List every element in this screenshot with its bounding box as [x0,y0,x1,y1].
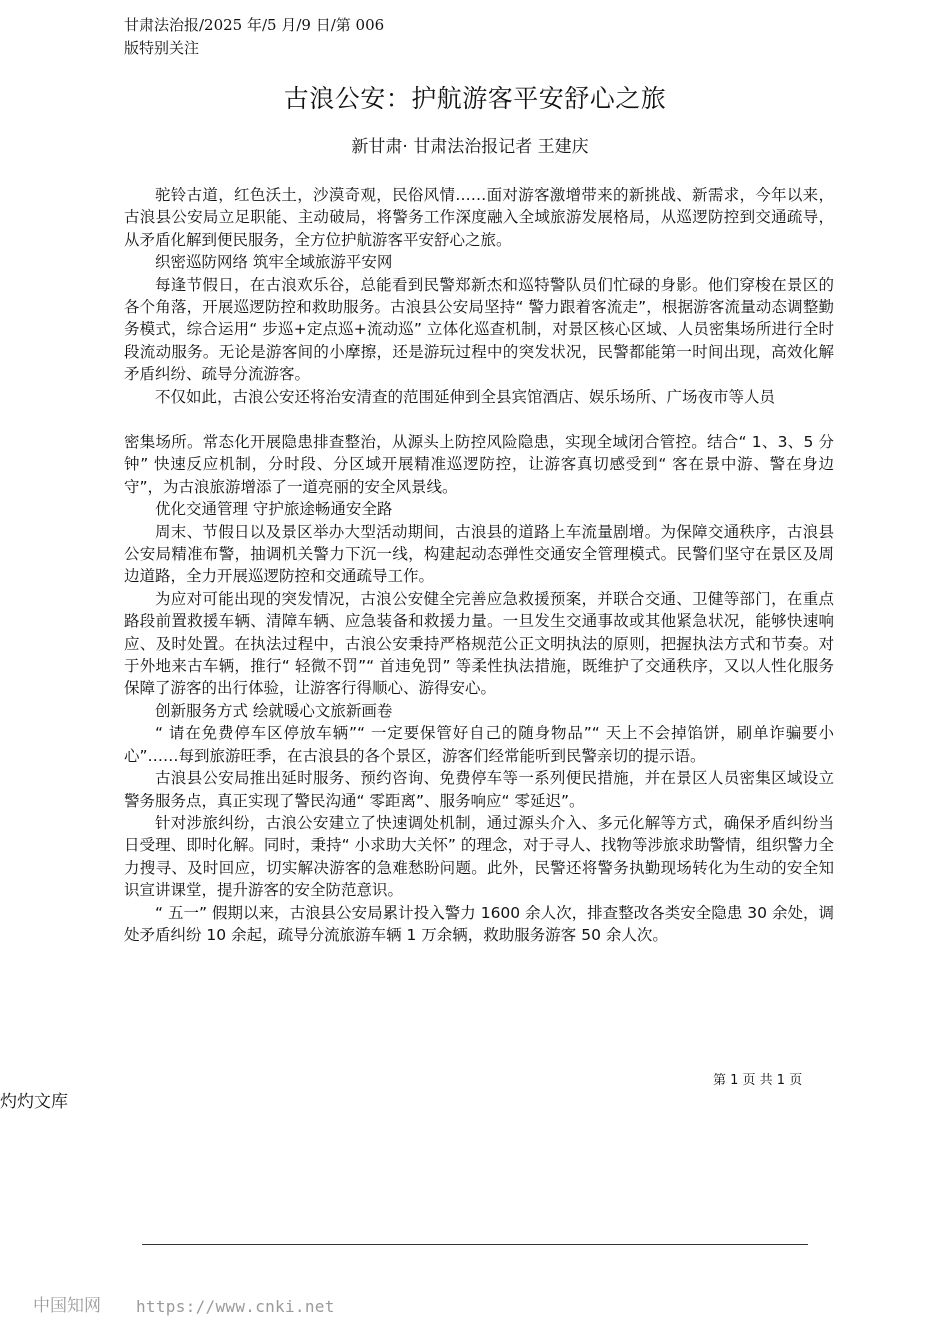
paragraph: 古浪县公安局推出延时服务、预约咨询、免费停车等一系列便民措施，并在景区人员密集区域设立警务服务点，真正实现了警民沟通“ 零距离”、服务响应“ 零延迟”。 [124,769,834,810]
paragraph: 为应对可能出现的突发情况，古浪公安健全完善应急救援预案，并联合交通、卫健等部门，在重点路段前置救援车辆、清障车辆、应急装备和救援力量。一旦发生交通事故或其他紧急状况，能够快速响应、及时处置。在执法过程中，古浪公安秉持严格规范公正文明执法的原则，把握执法方式和节奏。对于外地来古车辆，推行“ 轻微不罚”“ 首违免罚” 等柔性执法措施，既维护了交通秩序，又以人性化服务保障了游客的出行体验，让游客行得顺心、游得安心。 [124,589,834,698]
paragraph: 周末、节假日以及景区举办大型活动期间，古浪县的道路上车流量剧增。为保障交通秩序，古浪县公安局精准布警，抽调机关警力下沉一线，构建起动态弹性交通安全管理模式。民警们坚守在景区及周边道路，全力开展巡逻防控和交通疏导工作。 [124,522,834,586]
paragraph: 不仅如此，古浪公安还将治安清查的范围延伸到全县宾馆酒店、娱乐场所、广场夜市等人员 [155,387,776,406]
page-indicator: 第 1 页 共 1 页 [713,1073,803,1088]
paragraph: 针对涉旅纠纷，古浪公安建立了快速调处机制，通过源头介入、多元化解等方式，确保矛盾纠纷当日受理、即时化解。同时，秉持“ 小求助大关怀” 的理念，对于寻人、找物等涉旅求助警情，组织警力全力搜寻、及时回应，切实解决游客的急难愁盼问题。此外，民警还将警务执勤现场转化为生动的安全知识宣讲课堂，提升游客的安全防范意识。 [124,813,834,900]
library-name: 灼灼文库 [0,1092,68,1112]
source-line: 甘肃法治报/2025 年/5 月/9 日/第 006 [124,16,385,34]
footer-divider [142,1244,808,1245]
paragraph: “ 五一” 假期以来，古浪县公安局累计投入警力 1600 余人次，排查整改各类安全隐患 30 余处，调处矛盾纠纷 10 余起，疏导分流旅游车辆 1 万余辆，救助服务游客 50 余人次。 [124,903,834,944]
article-body-part-b [124,431,834,946]
section-heading: 创新服务方式 绘就暖心文旅新画卷 [155,701,393,720]
paragraph: 驼铃古道，红色沃土，沙漠奇观，民俗风情……面对游客激增带来的新挑战、新需求，今年以来，古浪县公安局立足职能、主动破局，将警务工作深度融入全域旅游发展格局，从巡逻防控到交通疏导，从矛盾化解到便民服务，全方位护航游客平安舒心之旅。 [124,186,834,249]
article-byline: 新甘肃· 甘肃法治报记者 王建庆 [351,137,589,157]
paragraph: 密集场所。常态化开展隐患排查整治，从源头上防控风险隐患，实现全域闭合管控。结合“ 1、3、5 分钟” 快速反应机制，分时段、分区域开展精准巡逻防控，让游客真切感受到“ 客在景中游、警在身边守”，为古浪旅游增添了一道亮丽的安全风景线。 [124,433,834,496]
article-body-part-a [124,184,834,408]
article-title: 古浪公安：护航游客平安舒心之旅 [283,84,667,113]
paragraph: 每逢节假日，在古浪欢乐谷，总能看到民警郑新杰和巡特警队员们忙碌的身影。他们穿梭在景区的各个角落，开展巡逻防控和救助服务。古浪县公安局坚持“ 警力跟着客流走”，根据游客流量动态调整勤务模式，综合运用“ 步巡+定点巡+流动巡” 立体化巡查机制，对景区核心区域、人员密集场所进行全时段流动服务。无论是游客间的小摩擦，还是游玩过程中的突发状况，民警都能第一时间出现，高效化解矛盾纠纷、疏导分流游客。 [124,275,834,384]
section-heading: 优化交通管理 守护旅途畅通安全路 [155,500,393,519]
cnki-url-link[interactable]: https://www.cnki.net [136,1297,335,1316]
section-line: 版特别关注 [124,39,200,57]
cnki-name: 中国知网 [33,1296,101,1316]
section-heading: 织密巡防网络 筑牢全域旅游平安网 [155,253,393,272]
paragraph: “ 请在免费停车区停放车辆”“ 一定要保管好自己的随身物品”“ 天上不会掉馅饼，刷单诈骗要小心”……每到旅游旺季，在古浪县的各个景区，游客们经常能听到民警亲切的提示语。 [124,724,834,765]
